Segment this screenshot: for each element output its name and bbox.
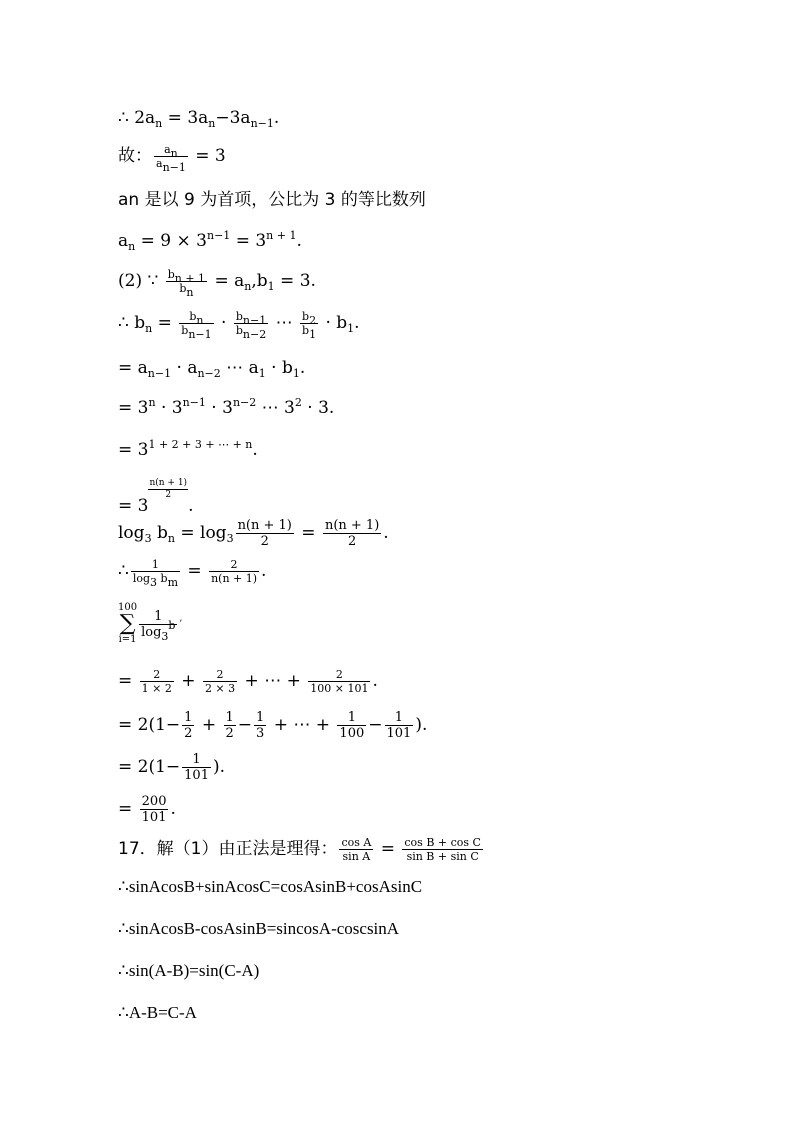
- text-line-3: an 是以 9 为首项，公比为 3 的等比数列: [118, 190, 426, 210]
- equation-line-8: = $3^n \cdot 3^{n-1} \cdot 3^{n-2}$ ⋯ $3^2 \cdot 3$.: [118, 396, 335, 418]
- equation-line-18: 17．解（1）由正法是理得： $\frac{\text{cos A}}{\text{sin A}}$ = $\frac{\text{cos B + cos C}}{\text{sin B + sin C}}$: [118, 836, 481, 863]
- equation-line-9: = $3^{1 + 2 + 3 + \cdots + n}$.: [118, 438, 258, 460]
- equation-line-11: $\log_3 b_n = \log_3$ $\frac{n(n + 1)}{2}$ = $\frac{n(n + 1)}{2}$ .: [118, 518, 389, 549]
- equation-line-7: = $a_{n-1} \cdot a_{n-2}$ ⋯ $a_1 \cdot b_1$.: [118, 358, 306, 380]
- equation-line-13: 100 ∑ i=1 $\frac{1}{\log_3^b}$ ,: [118, 602, 183, 645]
- equation-line-2: 故： $\frac{a_n}{a_{n-1}}$ = 3: [118, 143, 226, 174]
- equation-line-14: = $\frac{2}{1 \times 2}$ + $\frac{2}{2 \times 3}$ + ⋯ + $\frac{2}{100 \times 101}$ .: [118, 668, 378, 695]
- equation-line-10: = 3 $\frac{n(n + 1)}{2}$ .: [118, 478, 194, 516]
- equation-line-5: (2) ∵ $\frac{b_{n + 1}}{b_n}$ = $a_n,b_1 = 3$.: [118, 268, 316, 299]
- equation-line-12: ∴ $\frac{1}{\log_3 b_m}$ = $\frac{2}{n(n + 1)}$ .: [118, 558, 267, 589]
- equation-line-15: = 2(1− $\frac{1}{2}$ + $\frac{1}{2}$ − $\frac{1}{3}$ + ⋯ + $\frac{1}{100}$ − $\frac{1}{101}$ ).: [118, 710, 428, 741]
- text-line-21: ∴sin(A-B)=sin(C-A): [118, 961, 260, 980]
- text-line-22: ∴A-B=C-A: [118, 1003, 197, 1022]
- equation-line-6: ∴ $b_n$ = $\frac{b_n}{b_{n-1}}$ · $\frac{b_{n-1}}{b_{n-2}}$ ⋯ $\frac{b_2}{b_1}$ · $b_1$.: [118, 310, 360, 341]
- equation-line-1: ∴ $2a_n = 3a_n-3a_{n-1}$.: [118, 108, 280, 130]
- equation-line-16: = 2(1− $\frac{1}{101}$ ).: [118, 752, 226, 783]
- text-line-20: ∴sinAcosB-cosAsinB=sincosA-coscsinA: [118, 919, 400, 938]
- text-line-19: ∴sinAcosB+sinAcosC=cosAsinB+cosAsinC: [118, 877, 423, 896]
- equation-line-4: $a_n = 9 \times 3^{n-1} = 3^{n + 1}$.: [118, 229, 302, 253]
- summation-symbol: 100 ∑ i=1: [118, 602, 138, 645]
- equation-line-17: = $\frac{200}{101}$ .: [118, 794, 176, 825]
